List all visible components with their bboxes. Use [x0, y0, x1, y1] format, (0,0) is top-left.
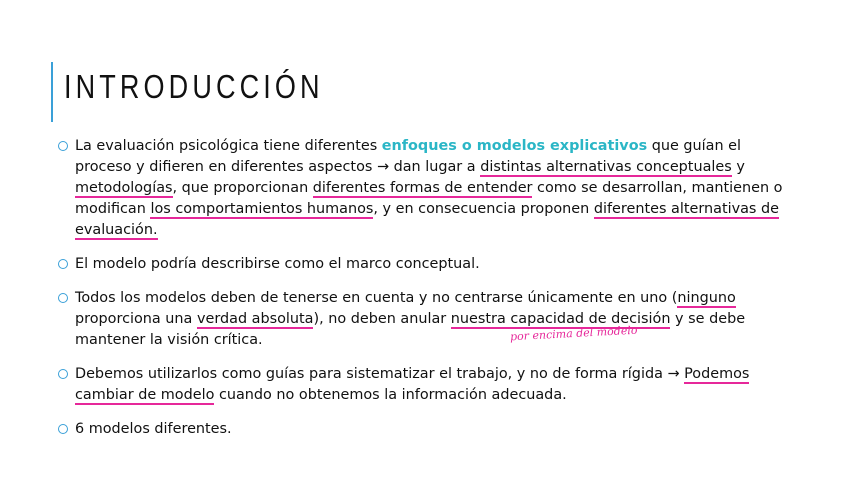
underlined-text: diferentes alternativas de evaluación. [75, 201, 779, 238]
bullet-circle-icon [58, 141, 68, 151]
bullet-list [58, 136, 788, 453]
underlined-text: metodologías [75, 180, 173, 196]
text: El modelo podría describirse como el marco conceptual. [75, 256, 480, 272]
bullet-circle-icon [58, 424, 68, 434]
title-accent-bar [51, 62, 53, 122]
text: , que proporcionan [172, 180, 313, 196]
text: 6 modelos diferentes. [75, 421, 232, 437]
bullet-item-4 [58, 364, 788, 406]
slide-title: INTRODUCCIÓN [64, 68, 324, 105]
handwritten-annotation: por encima del modelo [509, 323, 638, 344]
underlined-text: nuestra capacidad de decisión [450, 311, 671, 327]
text: Debemos utilizarlos como guías para sistematizar el trabajo, y no de forma rígida → [75, 366, 685, 382]
text: que guían el proceso y difieren en diferentes aspectos → dan lugar a [75, 138, 742, 175]
bullet-circle-icon [58, 293, 68, 303]
text: como se desarrollan, mantienen o modifican [75, 180, 783, 217]
bullet-circle-icon [58, 259, 68, 269]
underlined-text: ninguno [677, 290, 736, 306]
underlined-text: Podemos cambiar de modelo [75, 366, 750, 403]
bullet-item-5 [58, 419, 788, 440]
bullet-circle-icon [58, 369, 68, 379]
text: La evaluación psicológica tiene diferentes [75, 138, 382, 154]
text: Todos los modelos deben de tenerse en cuenta y no centrarse únicamente en uno ( [75, 290, 678, 306]
underlined-text: los comportamientos humanos [150, 201, 374, 217]
text: cuando no obtenemos la información adecuada. [214, 387, 567, 403]
bullet-item-1 [58, 136, 788, 241]
text: y [731, 159, 745, 175]
bullet-item-2 [58, 254, 788, 275]
underlined-text: verdad absoluta [196, 311, 314, 327]
highlight-text: enfoques o modelos explicativos [381, 138, 648, 154]
text: ), no deben anular [313, 311, 451, 327]
text: proporciona una [75, 311, 197, 327]
text: y se debe mantener la visión crítica. [75, 311, 746, 348]
bullet-item-3 [58, 288, 788, 351]
underlined-text: distintas alternativas conceptuales [480, 159, 732, 175]
text: , y en consecuencia proponen [373, 201, 594, 217]
underlined-text: diferentes formas de entender [312, 180, 533, 196]
